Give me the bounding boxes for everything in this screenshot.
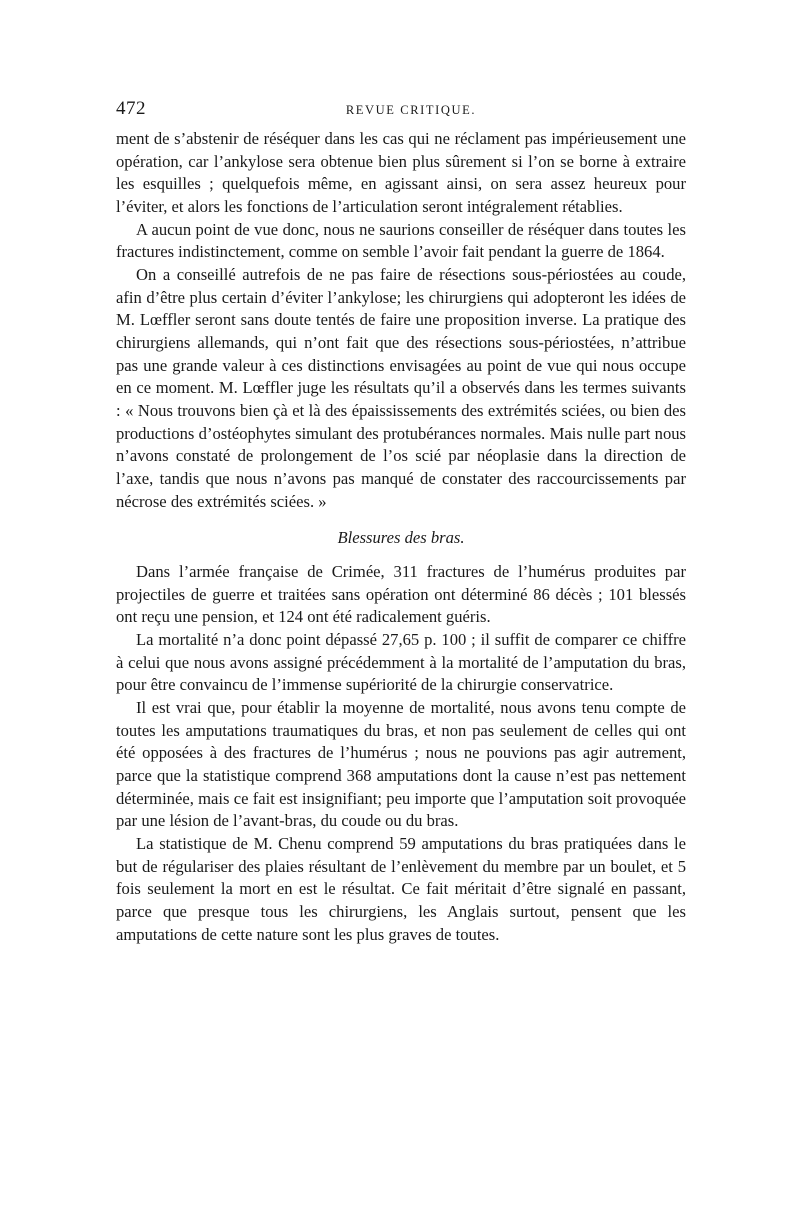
running-title: REVUE CRITIQUE. (345, 103, 477, 117)
page-number: 472 (116, 98, 146, 119)
page (116, 98, 686, 946)
paragraph: La mortalité n’a donc point dépassé 27,65 p. 100 ; il suffit de comparer ce chiffre à celui que nous avons assigné précédemment à la mortalité de l’amputation du bras, pour être convaincu de l’immense supériorité de la chirurgie conservatrice. (116, 630, 686, 695)
section-title: Blessures des bras. (337, 528, 465, 548)
body-text (116, 128, 686, 946)
paragraph: A aucun point de vue donc, nous ne saurions conseiller de réséquer dans toutes les fractures indistinctement, comme on semble l’avoir fait pendant la guerre de 1864. (116, 219, 686, 262)
paragraph: On a conseillé autrefois de ne pas faire de résections sous-périostées au coude, afin d’être plus certain d’éviter l’ankylose; les chirurgiens qui adopteront les idées de M. Lœffler seront sans doute tentés de faire une proposition inverse. La pratique des chirurgiens allemands, qui n’ont fait que des résections sous-périostées, n’attribue pas une grande valeur à ces distinctions envisagées au point de vue qui nous occupe en ce moment. M. Lœffler juge les résultats qu’il a observés dans les termes suivants : « Nous trouvons bien çà et là des épaississements des extrémités sciées, ou bien des productions d’ostéophytes simulant des protubérances normales. Mais nulle part nous n’avons constaté de prolongement de l’os scié par néoplasie dans la direction de l’axe, tandis que nous n’avons pas manqué de constater des raccourcissements par nécrose des extrémités sciées. » (116, 264, 686, 511)
paragraph: Il est vrai que, pour établir la moyenne de mortalité, nous avons tenu compte de toutes les amputations traumatiques du bras, et non pas seulement de celles qui ont été opposées à des fractures de l’humérus ; nous ne pouvions pas agir autrement, parce que la statistique comprend 368 amputations dont la cause n’est pas nettement déterminée, mais ce fait est insignifiant; peu importe que l’amputation soit provoquée par une lésion de l’avant-bras, du coude ou du bras. (116, 698, 686, 831)
paragraph: Dans l’armée française de Crimée, 311 fractures de l’humérus produites par projectiles de guerre et traitées sans opération ont déterminé 86 décès ; 101 blessés ont reçu une pension, et 124 ont été radicalement guéris. (116, 562, 686, 627)
paragraph: La statistique de M. Chenu comprend 59 amputations du bras pratiquées dans le but de régulariser des plaies résultant de l’enlèvement du membre par un boulet, et 5 fois seulement la mort en est le résultat. Ce fait méritait d’être signalé en passant, parce que presque tous les chirurgiens, les Anglais surtout, pensent que les amputations de cette nature sont les plus graves de toutes. (116, 834, 686, 944)
paragraph: ment de s’abstenir de réséquer dans les cas qui ne réclament pas impérieusement une opération, car l’ankylose sera obtenue bien plus sûrement si l’on se borne à extraire les esquilles ; quelquefois même, en agissant ainsi, on sera assez heureux pour l’éviter, et alors les fonctions de l’articulation seront intégralement rétablies. (116, 129, 686, 216)
running-head (116, 98, 686, 124)
